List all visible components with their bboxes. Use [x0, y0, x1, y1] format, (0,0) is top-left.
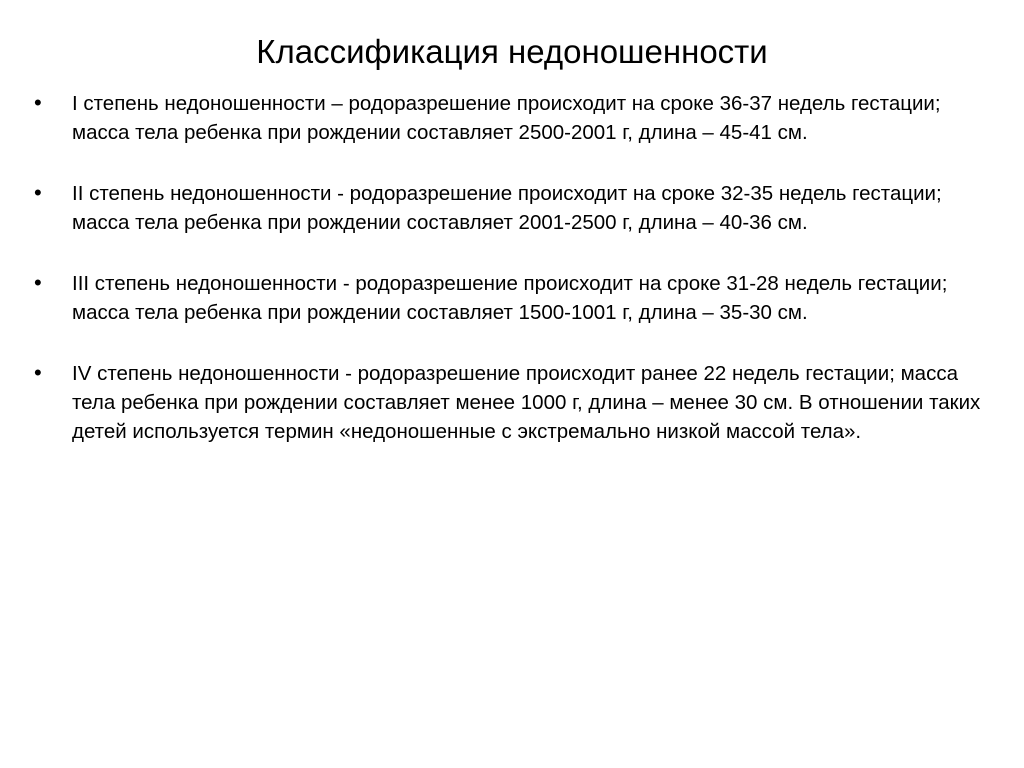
- bullet-item-3: [36, 269, 996, 327]
- bullet-item-4: [36, 359, 996, 446]
- bullet-list: [36, 89, 996, 478]
- bullet-text-1: I степень недоношенности – родоразрешение происходит на сроке 36-37 недель гестации; масса тела ребенка при рождении составляет 2500-2001 г, длина – 45-41 см.: [72, 92, 941, 144]
- bullet-dot-icon: •: [34, 180, 42, 205]
- slide-title: Классификация недоношенности: [256, 33, 768, 70]
- bullet-text-3: III степень недоношенности - родоразрешение происходит на сроке 31-28 недель гестации; масса тела ребенка при рождении составляет 1500-1001 г, длина – 35-30 см.: [72, 272, 948, 324]
- bullet-dot-icon: •: [34, 90, 42, 115]
- bullet-item-2: [36, 179, 996, 237]
- bullet-text-2: II степень недоношенности - родоразрешение происходит на сроке 32-35 недель гестации; масса тела ребенка при рождении составляет 2001-2500 г, длина – 40-36 см.: [72, 182, 942, 234]
- bullet-item-1: [36, 89, 996, 147]
- bullet-dot-icon: •: [34, 360, 42, 385]
- bullet-dot-icon: •: [34, 270, 42, 295]
- bullet-text-4: IV степень недоношенности - родоразрешение происходит ранее 22 недель гестации; масса тела ребенка при рождении составляет менее 1000 г, длина – менее 30 см. В отношении таких детей используется термин «недоношенные с экстремально низкой массой тела».: [72, 362, 981, 443]
